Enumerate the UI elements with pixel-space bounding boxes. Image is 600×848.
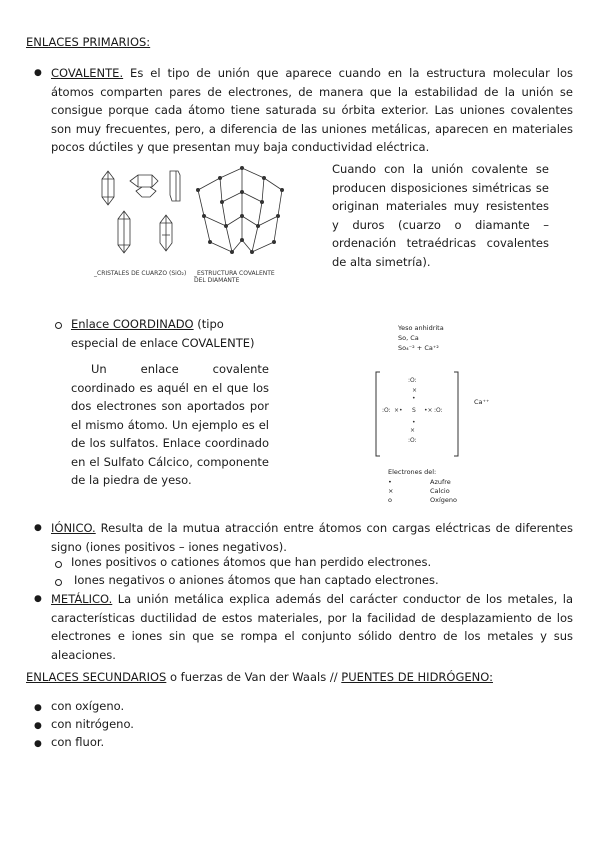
lewis-structure-figure — [372, 370, 462, 460]
svg-text:×: × — [412, 387, 418, 394]
diamond-structure-figure — [192, 160, 288, 266]
legend-title: Electrones del: — [388, 468, 437, 476]
list-item: con fluor. — [51, 735, 105, 749]
bullet: ● — [34, 703, 42, 713]
covalente-text: Es el tipo de unión que aparece cuando en la estructura molecular los átomos comparten pares de electrones, de manera que la estabilidad de la unión se consigue porque cada átomo tiene saturada su órbita exterior. Las uniones covalentes son muy frecuentes, pero, a diferencia de las uniones metálicas, aparecen en materiales pocos dúctiles y que presentan muy baja conductividad eléctrica. — [51, 66, 573, 154]
calcium-ion-label: Ca⁺⁺ — [474, 398, 490, 406]
bullet: ● — [34, 739, 42, 749]
figure-formula2: Sο₄⁻² + Ca⁺² — [398, 344, 439, 352]
covalente-term: COVALENTE. — [51, 66, 124, 80]
svg-text::O:: :O: — [408, 437, 417, 444]
bullet: ● — [34, 594, 42, 604]
list-item: con nitrógeno. — [51, 717, 134, 731]
legend-label-calcio: Calcio — [430, 487, 450, 495]
coordinado-term: Enlace COORDINADO — [71, 317, 194, 331]
legend-label-azufre: Azufre — [430, 478, 451, 486]
bullet: ● — [34, 68, 42, 78]
legend-mark-calcio: × — [388, 487, 394, 495]
legend-label-oxigeno: Oxígeno — [430, 496, 457, 504]
ionico-term: IÓNICO. — [51, 521, 96, 535]
svg-text:•: • — [412, 395, 416, 402]
coordinado-suffix: (tipo especial de enlace COVALENTE) — [71, 317, 255, 350]
metalico-paragraph — [51, 590, 573, 664]
covalente-paragraph — [51, 64, 573, 157]
figure-formula1: Sο, Ca — [398, 334, 419, 342]
ionico-text: Resulta de la mutua atracción entre átomos con cargas eléctricas de diferentes signo (iones positivos – iones negativos). — [51, 521, 573, 554]
svg-text:×: × — [410, 427, 416, 434]
ionico-sub2: Iones negativos o aniones átomos que han captado electrones. — [74, 573, 439, 587]
hollow-bullet — [55, 561, 62, 568]
diamond-caption: _ESTRUCTURA COVALENTE DEL DIAMANTE — [194, 270, 275, 284]
ionico-paragraph — [51, 519, 573, 556]
svg-text:•: • — [412, 419, 416, 426]
metalico-term: METÁLICO. — [51, 592, 113, 606]
ionico-sub1: Iones positivos o cationes átomos que han perdido electrones. — [71, 555, 432, 569]
metalico-text: La unión metálica explica además del carácter conductor de los metales, la características ductilidad de estos materiales, por la facilidad de desplazamiento de los electrones e iones sin que se rompa el conjunto sólido dentro de los metales y sus aleaciones. — [51, 592, 573, 662]
covalente-side-text: Cuando con la unión covalente se producen disposiciones simétricas se originan materiales muy resistentes y duros (cuarzo o diamante – ordenación tetraédricas covalentes de alta simetría). — [332, 162, 549, 269]
hollow-bullet — [55, 322, 62, 329]
svg-text:•×: •× — [424, 407, 433, 414]
legend-mark-oxigeno: o — [388, 496, 392, 504]
svg-text:S: S — [412, 407, 416, 414]
heading-enlaces-primarios: ENLACES PRIMARIOS: — [26, 35, 151, 49]
quartz-crystals-figure — [92, 165, 192, 269]
secundarios-middle: o fuerzas de Van der Waals // — [169, 670, 338, 684]
legend-mark-azufre: • — [388, 478, 392, 486]
hollow-bullet — [55, 579, 62, 586]
quartz-caption: _CRISTALES DE CUARZO (SiO₂) — [94, 270, 187, 277]
bullet: ● — [34, 523, 42, 533]
puentes-hidrogeno-term: PUENTES DE HIDRÓGENO: — [341, 670, 493, 684]
bullet: ● — [34, 721, 42, 731]
svg-text:×•: ×• — [394, 407, 403, 414]
coordinado-heading — [71, 315, 271, 352]
svg-text::O:: :O: — [382, 407, 391, 414]
figure-title: Yeso anhidrita — [398, 324, 444, 332]
heading-enlaces-secundarios — [26, 670, 493, 684]
list-item: con oxígeno. — [51, 699, 125, 713]
secundarios-term: ENLACES SECUNDARIOS — [26, 670, 167, 684]
svg-text::O:: :O: — [434, 407, 443, 414]
svg-text::O:: :O: — [408, 377, 417, 384]
coordinado-paragraph: Un enlace covalente coordinado es aquél en el que los dos electrones son aportados por el mismo átomo. Un ejemplo es el de los sulfatos. Enlace coordinado en el Sulfato Cálcico, componente de la piedra de yeso. — [71, 362, 269, 487]
